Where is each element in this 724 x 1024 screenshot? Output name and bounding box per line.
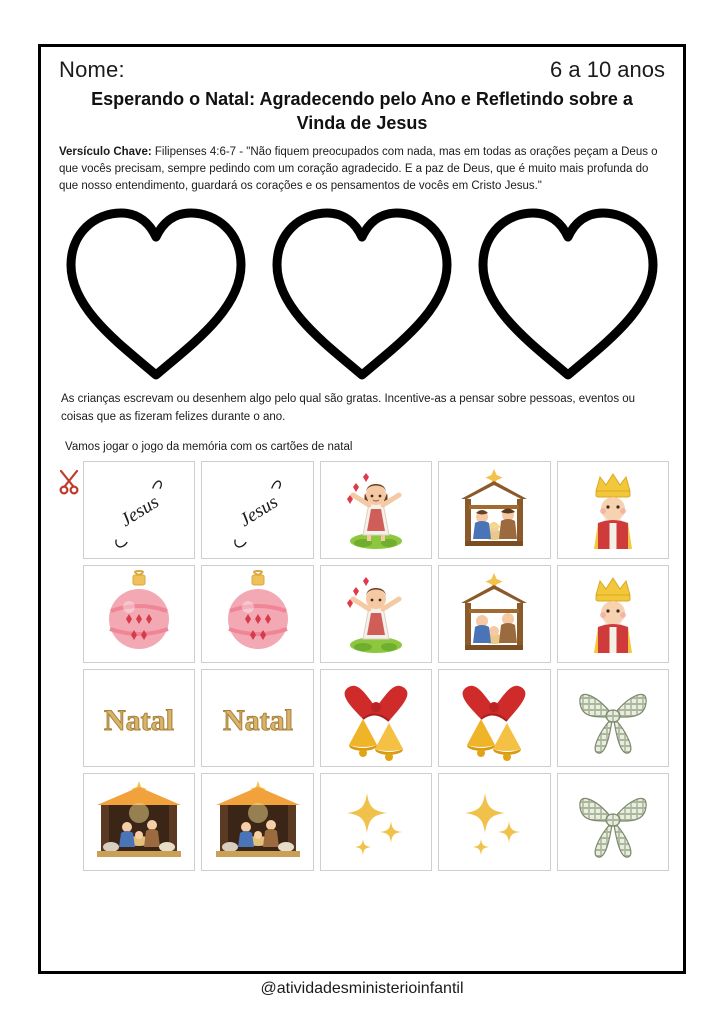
green-plaid-bow-card-icon (570, 673, 656, 763)
nativity-stable-card-icon (451, 465, 537, 555)
memory-card[interactable] (557, 773, 669, 871)
svg-text:Natal: Natal (104, 703, 175, 737)
worksheet-frame (38, 44, 686, 974)
memory-grid-area (55, 461, 669, 871)
key-verse (55, 144, 669, 196)
worksheet-header (55, 57, 669, 83)
memory-card-grid (83, 461, 669, 871)
memory-card[interactable] (83, 669, 195, 767)
memory-card[interactable] (320, 773, 432, 871)
memory-card[interactable] (557, 461, 669, 559)
page-title: Esperando o Natal: Agradecendo pelo Ano e Refletindo sobre a Vinda de Jesus (91, 89, 633, 134)
memory-card[interactable] (320, 565, 432, 663)
key-verse-label: Versículo Chave: (59, 145, 152, 158)
memory-card[interactable] (201, 773, 313, 871)
christmas-bauble-card-icon (96, 569, 182, 659)
memory-card[interactable] (438, 565, 550, 663)
memory-card[interactable] (557, 669, 669, 767)
jesus-script-card-icon (96, 465, 182, 555)
name-label: Nome: (59, 57, 125, 82)
footer-credit: @atividadesministerioinfantil (260, 980, 464, 997)
jesus-with-hearts-card-icon (333, 569, 419, 659)
heart-outline-icon (267, 205, 457, 383)
memory-card[interactable] (83, 565, 195, 663)
memory-card[interactable] (320, 461, 432, 559)
natal-word-card-icon (89, 688, 189, 748)
memory-card[interactable] (201, 565, 313, 663)
activity-instruction: As crianças escrevam ou desenhem algo pelo qual são gratas. Incentive-as a pensar sobre pessoas, eventos ou coisas que as fizeram felizes durante o ano. (61, 393, 636, 424)
wise-king-card-icon (570, 569, 656, 659)
memory-card[interactable] (201, 669, 313, 767)
key-verse-text: Filipenses 4:6-7 - "Não fiquem preocupados com nada, mas em todas as orações peçam a Deus o que vocês precisam, sempre pedindo com um coração agradecido. E a paz de Deus, que é muito mais profunda do que nosso entendimento, guardará os corações e os pensamentos de vocês em Cristo Jesus." (59, 145, 658, 193)
memory-card[interactable] (557, 565, 669, 663)
sparkles-card-icon (451, 779, 537, 865)
jesus-script-card-icon (215, 465, 301, 555)
memory-card[interactable] (438, 773, 550, 871)
jesus-with-hearts-card-icon (333, 465, 419, 555)
heart-outline-icon (61, 205, 251, 383)
svg-text:Jesus: Jesus (235, 491, 282, 532)
memory-card[interactable] (438, 669, 550, 767)
memory-card[interactable] (438, 461, 550, 559)
hearts-row (55, 205, 669, 383)
age-range-label: 6 a 10 anos (550, 57, 665, 82)
golden-bells-card-icon (333, 673, 419, 763)
svg-text:Natal: Natal (222, 703, 293, 737)
nativity-stable-card-icon (451, 569, 537, 659)
memory-game-instruction: Vamos jogar o jogo da memória com os cartões de natal (65, 440, 353, 453)
natal-word-card-icon (208, 688, 308, 748)
svg-text:Jesus: Jesus (116, 491, 163, 532)
golden-bells-card-icon (451, 673, 537, 763)
memory-card[interactable] (320, 669, 432, 767)
wise-king-card-icon (570, 465, 656, 555)
nativity-scene-card-icon (208, 779, 308, 865)
memory-card[interactable] (83, 773, 195, 871)
memory-card[interactable] (201, 461, 313, 559)
sparkles-card-icon (333, 779, 419, 865)
heart-outline-icon (473, 205, 663, 383)
scissors-icon (57, 469, 81, 495)
memory-card[interactable] (83, 461, 195, 559)
christmas-bauble-card-icon (215, 569, 301, 659)
nativity-scene-card-icon (89, 779, 189, 865)
green-plaid-bow-card-icon (570, 777, 656, 867)
